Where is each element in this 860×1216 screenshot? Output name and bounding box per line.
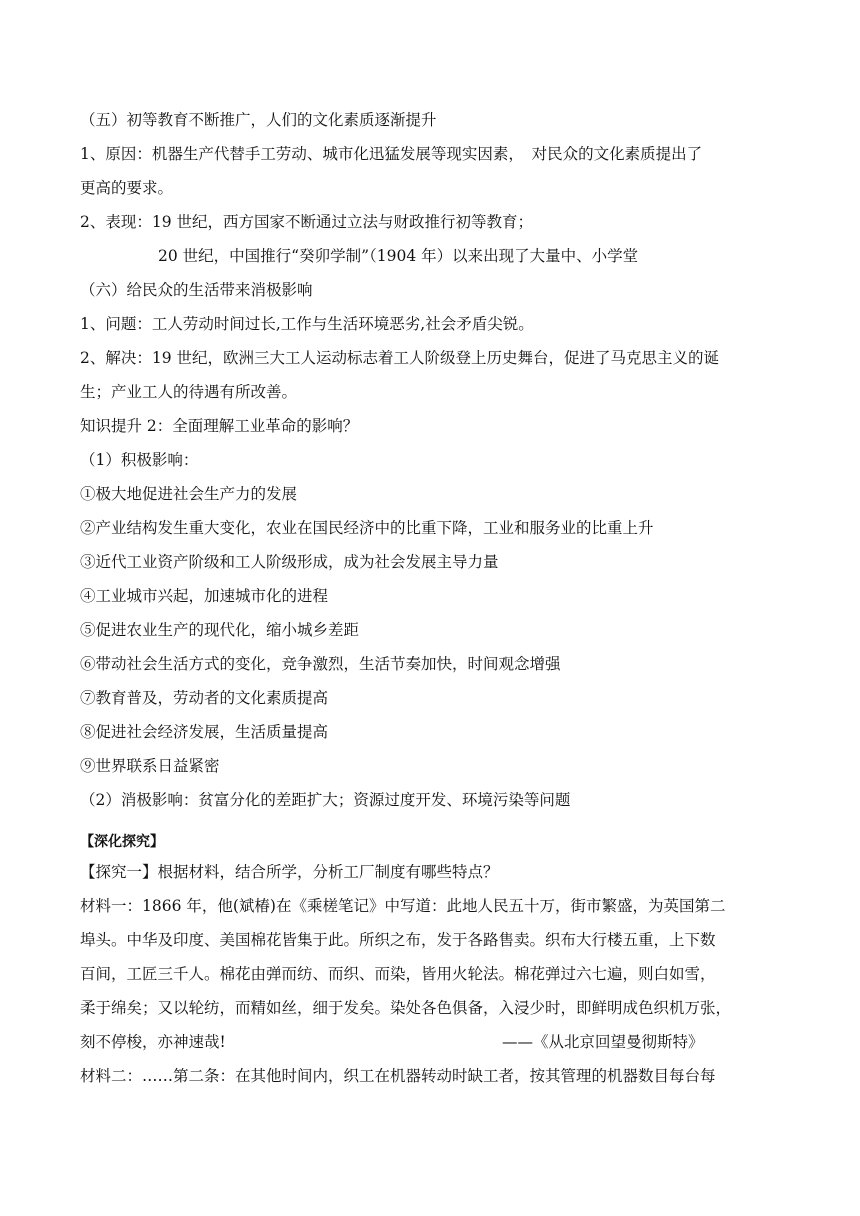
- section6-heading: （六）给民众的生活带来消极影响: [80, 281, 313, 299]
- list-item: ⑧促进社会经济发展，生活质量提高: [80, 723, 329, 741]
- section5-reason-line1: 1、原因：机器生产代替手工劳动、城市化迅猛发展等现实因素， 对民众的文化素质提出了: [80, 145, 703, 163]
- explore-question: 【探究一】根据材料，结合所学，分析工厂制度有哪些特点？: [80, 863, 499, 881]
- list-item: ⑨世界联系日益紧密: [80, 757, 220, 775]
- list-item: ③近代工业资产阶级和工人阶级形成，成为社会发展主导力量: [80, 553, 499, 571]
- explore-title: 【深化探究】: [80, 834, 164, 850]
- list-item: ④工业城市兴起，加速城市化的进程: [80, 587, 329, 605]
- list-item: ①极大地促进社会生产力的发展: [80, 485, 298, 503]
- section6-problem: 1、问题：工人劳动时间过长,工作与生活环境恶劣,社会矛盾尖锐。: [80, 315, 534, 333]
- material1-line3: 百间，工匠三千人。棉花由弹而纺、而织、而染，皆用火轮法。棉花弹过六七遍，则白如雪，: [80, 965, 716, 983]
- material1-line5: [80, 1032, 790, 1052]
- knowledge-title: 知识提升 2：全面理解工业革命的影响？: [80, 417, 359, 435]
- material1-line1: 材料一：1866 年，他(斌椿)在《乘槎笔记》中写道：此地人民五十万，街市繁盛，为英国第二: [80, 897, 726, 915]
- section6-solve-line1: 2、解决：19 世纪，欧洲三大工人运动标志着工人阶级登上历史舞台，促进了马克思主义的诞: [80, 349, 720, 367]
- material1-line5-text: 刻不停梭，亦神速哉!: [80, 1033, 226, 1051]
- list-item: ⑥带动社会生活方式的变化，竞争激烈，生活节奏加快，时间观念增强: [80, 655, 561, 673]
- section5-reason-line2: 更高的要求。: [80, 179, 174, 197]
- section5-show-line1: 2、表现：19 世纪，西方国家不断通过立法与财政推行初等教育；: [80, 213, 534, 231]
- material1-line2: 埠头。中华及印度、美国棉花皆集于此。所织之布，发于各路售卖。织布大行楼五重，上下数: [80, 931, 716, 949]
- section5-heading: （五）初等教育不断推广，人们的文化素质逐渐提升: [80, 111, 437, 129]
- material1-line4: 柔于绵矣；又以轮纺，而精如丝，细于发矣。染处各色俱备，入浸少时，即鲜明成色织机万张，: [80, 999, 732, 1017]
- positive-heading: （1）积极影响：: [80, 451, 199, 469]
- negative-impact: （2）消极影响：贫富分化的差距扩大；资源过度开发、环境污染等问题: [80, 791, 571, 809]
- material2-line1: 材料二：……第二条：在其他时间内，织工在机器转动时缺工者，按其管理的机器数目每台每: [80, 1067, 716, 1085]
- list-item: ⑦教育普及，劳动者的文化素质提高: [80, 689, 329, 707]
- section6-solve-line2: 生；产业工人的待遇有所改善。: [80, 383, 298, 401]
- list-item: ②产业结构发生重大变化，农业在国民经济中的比重下降，工业和服务业的比重上升: [80, 519, 654, 537]
- material1-source: ——《从北京回望曼彻斯特》: [502, 1033, 704, 1051]
- section5-show-line2: 20 世纪，中国推行“癸卯学制”（1904 年）以来出现了大量中、小学堂: [158, 247, 639, 265]
- list-item: ⑤促进农业生产的现代化，缩小城乡差距: [80, 621, 360, 639]
